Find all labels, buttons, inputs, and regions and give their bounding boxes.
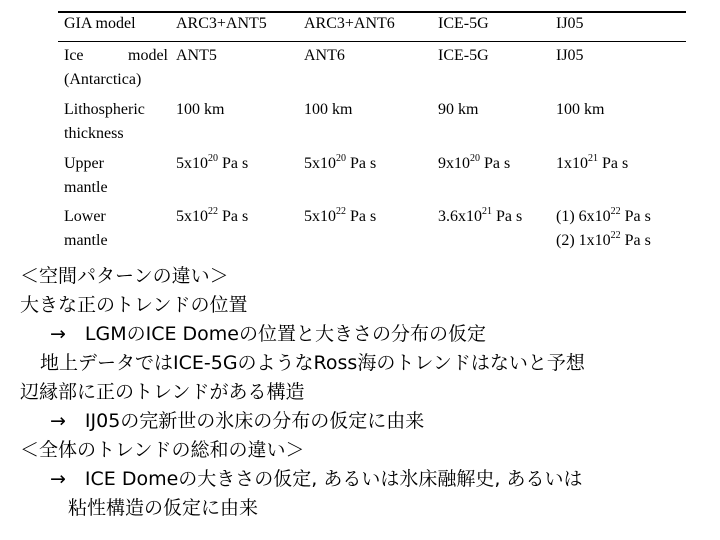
notes-text — [20, 262, 710, 523]
viscosity-unit: Pa s — [492, 208, 523, 225]
lower-mantle-arc3-ant6 — [304, 205, 376, 229]
note-viscosity-structure: 粘性構造の仮定に由来 — [68, 497, 259, 519]
row-label-upper-mantle: mantle — [64, 179, 108, 196]
lithospheric-ice5g: 90 km — [438, 101, 479, 118]
viscosity-exponent: 20 — [470, 152, 480, 164]
note-positive-trend-position: 大きな正のトレンドの位置 — [20, 294, 248, 316]
table-header-rule — [58, 41, 686, 42]
viscosity-exponent: 21 — [588, 152, 598, 164]
ice-model-arc3-ant5: ANT5 — [176, 47, 217, 64]
upper-mantle-arc3-ant6 — [304, 152, 376, 176]
viscosity-base: (2) 1x10 — [556, 232, 611, 249]
viscosity-unit: Pa s — [218, 208, 249, 225]
lithospheric-ij05: 100 km — [556, 101, 605, 118]
lower-mantle-ice5g — [438, 205, 522, 229]
viscosity-base: 5x10 — [304, 155, 336, 172]
lower-mantle-arc3-ant5 — [176, 205, 248, 229]
viscosity-exponent: 22 — [610, 229, 621, 241]
viscosity-base: 5x10 — [176, 208, 208, 225]
header-gia-model: GIA model — [64, 15, 136, 32]
viscosity-base: 1x10 — [556, 155, 588, 172]
viscosity-exponent: 21 — [482, 205, 492, 217]
viscosity-exponent: 22 — [610, 205, 621, 217]
header-ij05: IJ05 — [556, 15, 584, 32]
lithospheric-arc3-ant6: 100 km — [304, 101, 353, 118]
ice-model-ice5g: ICE-5G — [438, 47, 489, 64]
note-ground-data: 地上データではICE-5GのようなRoss海のトレンドはないと予想 — [40, 352, 585, 374]
row-label-upper: Upper — [64, 155, 104, 172]
lower-mantle-ij05-case2 — [556, 229, 651, 253]
viscosity-unit: Pa s — [346, 155, 377, 172]
upper-mantle-ij05 — [556, 152, 628, 176]
viscosity-base: 3.6x10 — [438, 208, 482, 225]
ice-model-ij05: IJ05 — [556, 47, 584, 64]
upper-mantle-ice5g — [438, 152, 510, 176]
upper-mantle-arc3-ant5 — [176, 152, 248, 176]
header-arc3-ant5: ARC3+ANT5 — [176, 15, 267, 32]
viscosity-unit: Pa s — [218, 155, 249, 172]
row-label-model-word: model — [128, 47, 168, 64]
heading-spatial-pattern: ＜空間パターンの違い＞ — [20, 265, 229, 287]
note-lgm-ice-dome: → LGMのICE Domeの位置と大きさの分布の仮定 — [50, 323, 486, 345]
viscosity-exponent: 22 — [336, 205, 346, 217]
viscosity-base: 5x10 — [176, 155, 208, 172]
row-label-lower: Lower — [64, 208, 106, 225]
viscosity-unit: Pa s — [480, 155, 511, 172]
viscosity-base: (1) 6x10 — [556, 208, 611, 225]
viscosity-exponent: 20 — [336, 152, 346, 164]
viscosity-unit: Pa s — [346, 208, 377, 225]
row-label-lithospheric: Lithospheric — [64, 101, 145, 118]
row-label-lower-mantle: mantle — [64, 232, 108, 249]
row-label-ice-word: Ice — [64, 47, 84, 64]
heading-total-trend: ＜全体のトレンドの総和の違い＞ — [20, 439, 305, 461]
viscosity-exponent: 20 — [208, 152, 218, 164]
row-label-antarctica: (Antarctica) — [64, 71, 142, 88]
row-label-ice-model — [64, 44, 168, 68]
header-ice5g: ICE-5G — [438, 15, 489, 32]
row-label-thickness: thickness — [64, 125, 124, 142]
note-marginal-structure: 辺縁部に正のトレンドがある構造 — [20, 381, 305, 403]
viscosity-unit: Pa s — [620, 232, 651, 249]
lower-mantle-ij05-case1 — [556, 205, 651, 229]
note-ice-dome-size: → ICE Domeの大きさの仮定, あるいは氷床融解史, あるいは — [50, 468, 583, 490]
header-arc3-ant6: ARC3+ANT6 — [304, 15, 395, 32]
viscosity-unit: Pa s — [620, 208, 651, 225]
note-ij05-holocene: → IJ05の完新世の氷床の分布の仮定に由来 — [50, 410, 425, 432]
viscosity-unit: Pa s — [598, 155, 629, 172]
ice-model-arc3-ant6: ANT6 — [304, 47, 345, 64]
viscosity-base: 5x10 — [304, 208, 336, 225]
lithospheric-arc3-ant5: 100 km — [176, 101, 225, 118]
viscosity-base: 9x10 — [438, 155, 470, 172]
viscosity-exponent: 22 — [208, 205, 218, 217]
